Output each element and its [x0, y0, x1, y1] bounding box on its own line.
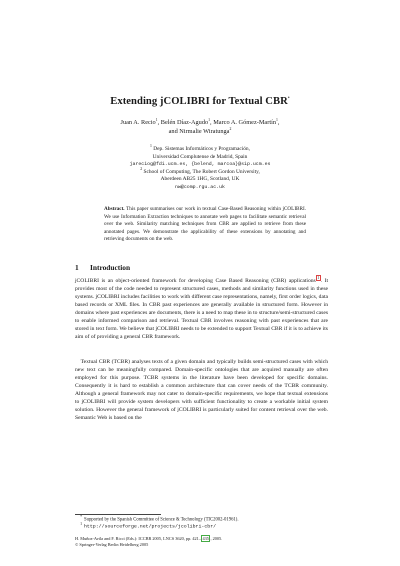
paper-title	[60, 96, 340, 107]
author-name: , Belén Díaz-Agudo	[157, 119, 209, 126]
affil-mark: 2	[140, 166, 143, 171]
publication-text: H. Muñoz-Avila and F. Ricci (Eds.): ICCBR 2005, LNCS 3620, pp. 421–	[75, 536, 201, 541]
paragraph-1	[75, 277, 328, 341]
affil-text: Dep. Sistemas Informáticos y Programación,	[153, 146, 250, 152]
affiliation-1-line-2: Universidad Complutense de Madrid, Spain	[152, 153, 248, 160]
footnote-link[interactable]: 1	[317, 276, 320, 281]
affiliation-2-email: nw@comp.rgu.ac.uk	[175, 184, 225, 190]
paragraph-1-text	[75, 277, 328, 341]
paragraph-text: jCOLIBRI is an object-oriented framework for developing Case Based Reasoning (CBR) applications	[75, 278, 316, 284]
author-name: , Marco A. Gómez-Martín	[210, 119, 276, 126]
footnote-rule	[75, 514, 161, 515]
section-title: Introduction	[90, 263, 131, 272]
abstract-label: Abstract.	[104, 206, 125, 212]
abstract-text: This paper summarises our work in textual Case-Based Reasoning within jCOLIBRI. We use Information Extraction techniques to annotate web pages to facilitate semantic retrieval over the web. Similarity matching techniques from CBR are applied to retrieve from these annotated pages. We demonstrate the applicability of these extensions by annotating and retrieving documents on the web.	[104, 206, 307, 243]
footnote-url[interactable]: http://sourceforge.net/projects/jcolibri-cbr/	[84, 524, 217, 530]
copyright-line: © Springer-Verlag Berlin Heidelberg 2005	[75, 542, 149, 547]
footnote: *Supported by the Spanish Committee of Science & Technology (TIC2002-01961).	[80, 515, 239, 523]
paragraph-2	[75, 358, 328, 422]
author-affil-mark: 1	[275, 117, 278, 122]
affiliations	[80, 146, 320, 192]
author-line-1	[70, 118, 330, 127]
author-separator: ,	[277, 119, 280, 126]
title-text: Extending jCOLIBRI for Textual CBR	[110, 96, 288, 107]
abstract	[104, 206, 306, 244]
page-link[interactable]: 435	[202, 536, 209, 541]
paragraph-2-text	[75, 358, 328, 422]
section-number: 1	[75, 263, 79, 272]
affil-text: School of Computing, The Robert Gordon University,	[143, 168, 260, 175]
author-name: and Nirmalie Wiratunga	[168, 128, 230, 135]
author-affil-mark: 1	[155, 117, 158, 122]
affiliation-2-line-1	[80, 166, 320, 177]
affiliation-1-line-1	[80, 146, 320, 154]
affiliation-1-email: jareciog@fdi.ucm.es, {belend, marcoa}@sip.ucm.es	[129, 162, 271, 168]
author-list	[70, 118, 330, 136]
author-name: Juan A. Recio	[120, 119, 156, 126]
publication-text: , 2005.	[210, 536, 223, 541]
footnote: $^1$http://sourceforge.net/projects/jcolibri-cbr/	[80, 522, 217, 530]
footnote-text: Supported by the Spanish Committee of Science & Technology (TIC2002-01961).	[84, 517, 239, 523]
author-affil-mark: 1	[208, 117, 211, 122]
paragraph-text: Textual CBR (TCBR) analyses texts of a given domain and typically builds semi-structured cases with which new text can be meaningfully compared. Domain-specific ontologies that are acquired manually are often employed for this purpose. TCBR systems in the literature have been developed for specific domains. Consequently it is hard to establish a common architecture that can cover needs of the TCBR community. Although a general framework may not cater to domain-specific requirements, we hope that textual extensions to jCOLIBRI will provide system developers with sufficient functionality to create a workable initial system solution. However the general framework of jCOLIBRI is particularly suited for content retrieval over the web. Semantic Web is based on the	[75, 359, 328, 422]
paragraph-text: . It provides most of the code needed to represent structured cases, methods and similarity functions used in these systems. jCOLIBRI includes facilities to work with different case representations, namely, first order logics, data based records or XML files. In CBR past experiences are generally available in structured form. However in domains where past experiences are documents, there is a need to map these in to structure/semi-structured cases to enable informed comparison and retrieval. Textual CBR involves reasoning with past experiences that are stored in text form. We believe that jCOLIBRI needs to be extended to support Textual CBR if it is to achieve its aim of of providing a general CBR framework.	[75, 278, 329, 341]
author-line-2	[70, 127, 330, 136]
title-footnote-mark: *	[287, 96, 290, 101]
affil-mark: 1	[150, 144, 152, 149]
section-heading	[75, 263, 130, 272]
author-affil-mark: 2	[229, 126, 232, 131]
affiliation-2-line-2: Aberdeen AB25 1HG, Scotland, UK	[160, 176, 240, 183]
